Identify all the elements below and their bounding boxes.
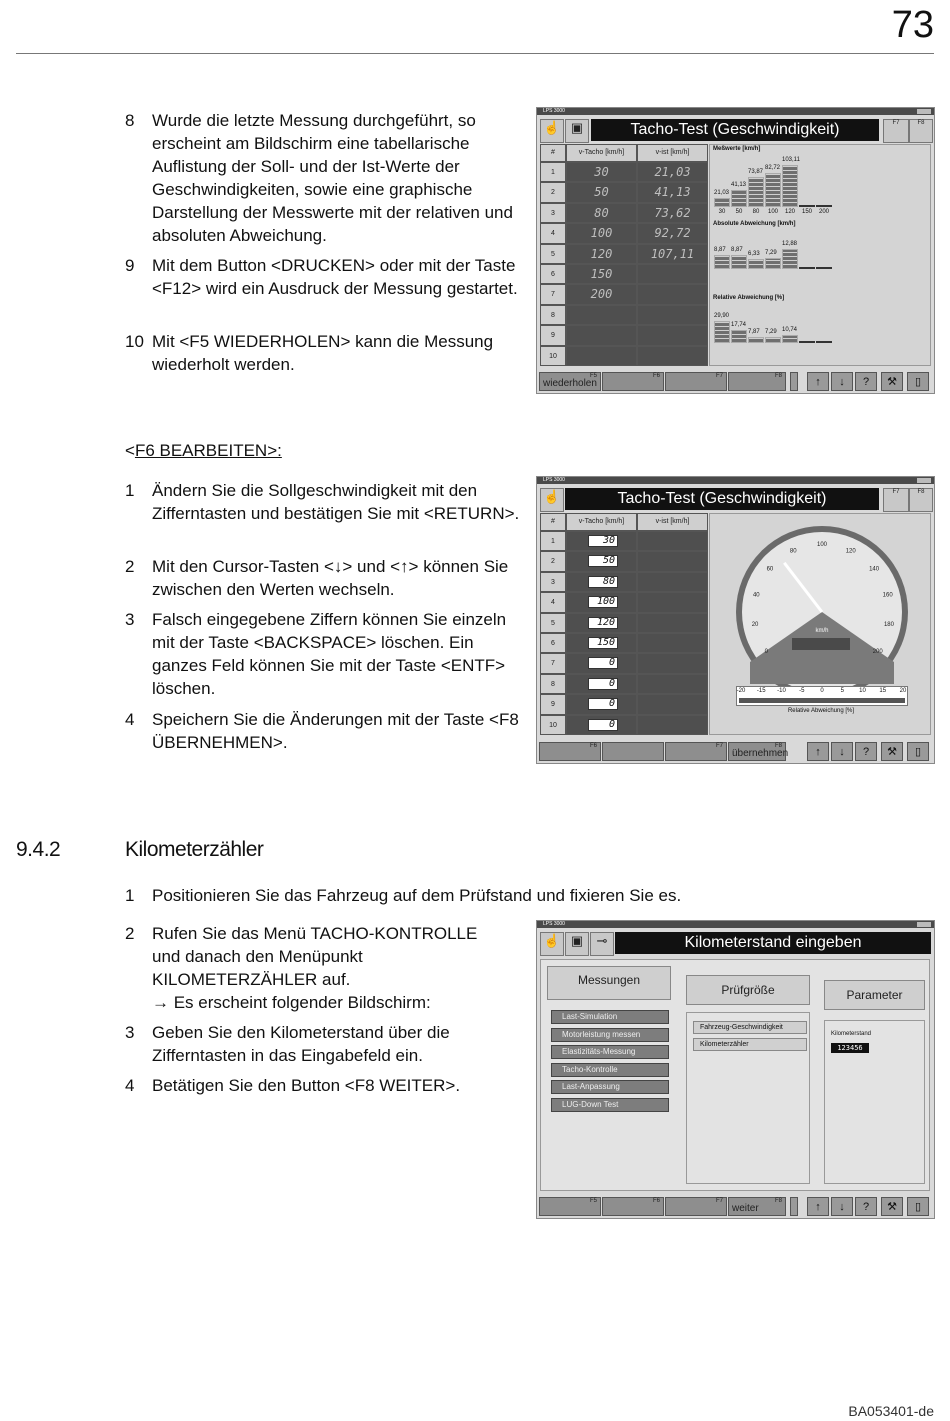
item-text: [152, 922, 507, 1014]
help-icon[interactable]: ?: [855, 372, 877, 391]
screenshot-tacho-edit: [536, 476, 935, 764]
row-number: 10: [540, 715, 566, 735]
soll-input[interactable]: 100: [588, 596, 618, 608]
col-header-soll: v-Tacho [km/h]: [566, 144, 637, 162]
x-tick-label: 200: [818, 209, 829, 215]
item-subtext: → Es erscheint folgender Bildschirm:: [152, 993, 431, 1012]
ist-value: 73,62: [637, 203, 708, 223]
row-number: 4: [540, 223, 566, 243]
gauge-tick-label: 140: [869, 566, 880, 573]
page-number: 73: [891, 4, 934, 46]
f7-button[interactable]: [665, 1197, 727, 1216]
exit-door-icon[interactable]: ▯: [907, 1197, 929, 1216]
tools-icon[interactable]: ⚒: [881, 372, 903, 391]
chart-bar: [765, 258, 781, 269]
screen-title: Tacho-Test (Geschwindigkeit): [591, 119, 879, 141]
chart-bar: [731, 190, 747, 207]
chart-bar: [748, 337, 764, 343]
next-label: weiter: [732, 1203, 759, 1214]
chart3-title: Relative Abweichung [%]: [713, 295, 785, 301]
gauge-unit: km/h: [815, 628, 829, 634]
f8-button[interactable]: [728, 372, 786, 391]
bar-value-label: 17,74: [731, 321, 747, 328]
arrow-up-icon[interactable]: ↑: [807, 742, 829, 761]
row-number: 8: [540, 674, 566, 694]
empty-bar: [799, 267, 815, 269]
gauge-tick-label: 40: [752, 592, 760, 599]
soll-input[interactable]: 50: [588, 555, 618, 567]
empty-bar: [799, 341, 815, 343]
ist-cell: [637, 715, 708, 735]
chart-panel: [709, 144, 931, 366]
row-number: 8: [540, 305, 566, 325]
help-icon[interactable]: ?: [855, 742, 877, 761]
window-buttons[interactable]: [917, 109, 931, 114]
f6-button[interactable]: [602, 372, 664, 391]
bar-value-label: 8,87: [714, 247, 726, 254]
f7-label: F7: [715, 1198, 723, 1204]
f5-label: F5: [589, 1198, 597, 1204]
chart-bar: [782, 249, 798, 269]
chart-bar: [731, 330, 747, 343]
deviation-scale: [739, 698, 905, 703]
ist-value: [637, 325, 708, 345]
ist-value: 92,72: [637, 223, 708, 243]
deviation-tick-label: 15: [879, 688, 887, 694]
bar-value-label: 7,87: [748, 329, 760, 335]
ist-cell: [637, 531, 708, 551]
item-text: Betätigen Sie den Button <F8 WEITER>.: [152, 1076, 461, 1095]
f6-heading-prefix: <: [125, 441, 135, 460]
row-number: 2: [540, 182, 566, 202]
ist-value: [637, 346, 708, 366]
item-number: 8: [125, 111, 135, 130]
test-quantity-item[interactable]: Kilometerzähler: [693, 1038, 807, 1051]
chart-bar: [782, 335, 798, 343]
f7-icon-label: F7: [892, 120, 900, 126]
deviation-tick-label: 20: [899, 688, 907, 694]
soll-input[interactable]: 80: [588, 576, 618, 588]
col-measurements: Messungen: [547, 966, 671, 1000]
ist-cell: [637, 613, 708, 633]
soll-input[interactable]: 30: [588, 535, 618, 547]
separator-icon: [790, 1197, 798, 1216]
row-number: 6: [540, 633, 566, 653]
arrow-down-icon[interactable]: ↓: [831, 1197, 853, 1216]
apply-button[interactable]: [728, 742, 789, 761]
chart-bar: [748, 177, 764, 207]
section-number: 9.4.2: [16, 838, 61, 861]
repeat-button[interactable]: [539, 372, 601, 391]
bar-value-label: 73,87: [748, 168, 764, 175]
ist-cell: [637, 592, 708, 612]
row-number: 4: [540, 592, 566, 612]
soll-input[interactable]: 0: [588, 678, 618, 690]
row-number: 7: [540, 284, 566, 304]
ist-cell: [637, 694, 708, 714]
window-titlebar: [537, 108, 934, 115]
f6-label: F6: [652, 1198, 660, 1204]
row-number: 1: [540, 531, 566, 551]
col-test-quantity: Prüfgröße: [686, 975, 810, 1005]
deviation-tick-label: -5: [799, 688, 805, 694]
bar-value-label: 21,03: [714, 190, 730, 197]
chart-bar: [714, 321, 730, 343]
screenshot-km-input: [536, 920, 935, 1219]
chart-bar: [714, 255, 730, 269]
item-text: Geben Sie den Kilometerstand über die Zifferntasten in das Eingabefeld ein.: [152, 1023, 450, 1065]
x-tick-label: 30: [718, 209, 726, 215]
col-header-soll: v-Tacho [km/h]: [566, 513, 637, 531]
menu-item[interactable]: Motorleistung messen: [551, 1028, 669, 1042]
header-rule: [16, 53, 934, 54]
bar-value-label: 41,13: [731, 182, 747, 189]
f8-icon-label: F8: [917, 120, 925, 126]
menu-item[interactable]: LUG-Down Test: [551, 1098, 669, 1112]
f7-button[interactable]: [665, 372, 727, 391]
gauge-tick-label: 60: [766, 566, 774, 573]
hand-icon[interactable]: ☝: [540, 932, 564, 956]
row-number: 2: [540, 551, 566, 571]
next-button[interactable]: [728, 1197, 786, 1216]
empty-bar: [816, 205, 832, 207]
arrow-up-icon[interactable]: ↑: [807, 1197, 829, 1216]
gauge-tick-label: 100: [816, 542, 828, 548]
bar-value-label: 10,74: [782, 327, 798, 334]
item-number: 4: [125, 710, 135, 729]
row-number: 9: [540, 694, 566, 714]
bar-value-label: 7,29: [765, 329, 777, 335]
test-quantity-item[interactable]: Fahrzeug-Geschwindigkeit: [693, 1021, 807, 1034]
item-text: Mit den Cursor-Tasten <↓> und <↑> können Sie zwischen den Werten wechseln.: [152, 557, 509, 599]
f8-icon-label: F8: [917, 489, 925, 495]
gauge-tick-label: 180: [883, 621, 894, 628]
item-number: 3: [125, 610, 135, 629]
menu-item[interactable]: Tacho-Kontrolle: [551, 1063, 669, 1077]
f5-button[interactable]: [539, 1197, 601, 1216]
hand-icon[interactable]: ☝: [540, 488, 564, 512]
ist-value: 41,13: [637, 182, 708, 202]
x-tick-label: 50: [735, 209, 743, 215]
bar-value-label: 82,72: [765, 165, 781, 172]
ist-cell: [637, 674, 708, 694]
menu-item[interactable]: Elastizitäts-Messung: [551, 1045, 669, 1059]
gauge-tick-label: 80: [789, 548, 797, 555]
app-name: LPS 3000: [543, 921, 565, 927]
item-text: Positionieren Sie das Fahrzeug auf dem Prüfstand und fixieren Sie es.: [152, 886, 682, 905]
empty-bar: [816, 267, 832, 269]
f8-label: F8: [774, 373, 782, 379]
screen-title: Kilometerstand eingeben: [615, 932, 931, 954]
mileage-label: Kilometerstand: [831, 1031, 872, 1037]
row-number: 6: [540, 264, 566, 284]
soll-input[interactable]: 0: [588, 698, 618, 710]
row-number: 10: [540, 346, 566, 366]
ist-value: 107,11: [637, 244, 708, 264]
deviation-tick-label: 0: [820, 688, 824, 694]
gauge-tick-label: 20: [751, 621, 759, 628]
window-buttons[interactable]: [917, 922, 931, 927]
item-number: 1: [125, 886, 135, 905]
exit-door-icon[interactable]: ▯: [907, 372, 929, 391]
row-number: 3: [540, 203, 566, 223]
soll-value: [566, 346, 637, 366]
apply-label: übernehmen: [732, 748, 789, 759]
arrow-down-icon[interactable]: ↓: [831, 372, 853, 391]
soll-value: 80: [566, 203, 637, 223]
col-header-ist: v-ist [km/h]: [637, 513, 708, 531]
deviation-label: Relative Abweichung [%]: [787, 708, 855, 714]
x-tick-label: 80: [752, 209, 760, 215]
window-titlebar: [537, 921, 934, 928]
f5-label: F5: [589, 373, 597, 379]
soll-value: 100: [566, 223, 637, 243]
f7-label: F7: [715, 373, 723, 379]
bar-value-label: 103,11: [782, 157, 800, 163]
separator-icon: [790, 372, 798, 391]
soll-value: [566, 305, 637, 325]
item-number: 1: [125, 481, 135, 500]
deviation-tick-label: -15: [756, 688, 766, 694]
app-name: LPS 3000: [543, 477, 565, 483]
f6-label: F6: [652, 373, 660, 379]
col-header-num: #: [540, 144, 566, 162]
hand-icon[interactable]: ☝: [540, 119, 564, 143]
item-number: 10: [125, 332, 144, 351]
item-text: Falsch eingegebene Ziffern können Sie einzeln mit der Taste <BACKSPACE> löschen. Ein ganzes Feld können Sie mit der Taste <ENTF> löschen.: [152, 610, 507, 698]
item-text: Speichern Sie die Änderungen mit der Taste <F8 ÜBERNEHMEN>.: [152, 710, 519, 752]
gauge-tick-label: 160: [882, 592, 893, 599]
bar-value-label: 7,29: [765, 249, 777, 256]
bar-value-label: 12,88: [782, 241, 798, 247]
item-number: 4: [125, 1076, 135, 1095]
chart-bar: [782, 165, 798, 207]
ist-value: 21,03: [637, 162, 708, 182]
exit-door-icon[interactable]: ▯: [907, 742, 929, 761]
ist-cell: [637, 572, 708, 592]
soll-value: 120: [566, 244, 637, 264]
f8-label: F8: [774, 1198, 782, 1204]
print-icon[interactable]: [883, 488, 909, 512]
soll-value: 30: [566, 162, 637, 182]
x-tick-label: 120: [784, 209, 795, 215]
screen-title: Tacho-Test (Geschwindigkeit): [565, 488, 879, 510]
x-tick-label: 100: [767, 209, 778, 215]
f6-heading-label: F6 BEARBEITEN>:: [134, 441, 282, 460]
section-title: Kilometerzähler: [125, 838, 264, 861]
deviation-bar: [736, 686, 908, 706]
document-id: BA053401-de: [848, 1403, 934, 1419]
chart-bar: [714, 198, 730, 207]
f7-label: F7: [715, 743, 723, 749]
item-text: Mit <F5 WIEDERHOLEN> kann die Messung wiederholt werden.: [152, 332, 494, 374]
row-number: 1: [540, 162, 566, 182]
f7b-button[interactable]: [665, 742, 727, 761]
window-buttons[interactable]: [917, 478, 931, 483]
soll-value: [566, 325, 637, 345]
deviation-tick-label: -10: [777, 688, 786, 694]
arrow-down-icon[interactable]: ↓: [831, 742, 853, 761]
chart-bar: [765, 173, 781, 207]
print-icon[interactable]: [883, 119, 909, 143]
gauge-panel: [709, 513, 931, 735]
row-number: 3: [540, 572, 566, 592]
chart1-title: Meßwerte [km/h]: [713, 146, 761, 152]
soll-input[interactable]: 120: [588, 617, 618, 629]
engine-icon[interactable]: ▣: [565, 932, 589, 956]
engine-icon[interactable]: ▣: [565, 119, 589, 143]
item-number: 2: [125, 924, 135, 943]
content-panel: [540, 959, 930, 1191]
test-quantity-panel: [686, 1012, 810, 1184]
deviation-tick-label: 5: [840, 688, 844, 694]
item-text: Mit dem Button <DRUCKEN> oder mit der Taste <F12> wird ein Ausdruck der Messung gestartet.: [152, 256, 518, 298]
parameter-panel: [824, 1020, 925, 1184]
ist-value: [637, 305, 708, 325]
tools-icon[interactable]: ⚒: [881, 1197, 903, 1216]
x-tick-label: 150: [801, 209, 812, 215]
app-name: LPS 3000: [543, 108, 565, 114]
ist-cell: [637, 653, 708, 673]
exit-icon[interactable]: [909, 488, 933, 512]
col-parameter: Parameter: [824, 980, 925, 1010]
soll-value: 150: [566, 264, 637, 284]
soll-value: 50: [566, 182, 637, 202]
row-number: 5: [540, 613, 566, 633]
soll-value: 200: [566, 284, 637, 304]
ist-value: [637, 264, 708, 284]
gauge-tick-label: 120: [845, 548, 856, 555]
row-number: 5: [540, 244, 566, 264]
deviation-tick-label: -20: [736, 688, 746, 694]
f7-button[interactable]: [602, 742, 664, 761]
menu-item[interactable]: Last-Simulation: [551, 1010, 669, 1024]
menu-item[interactable]: Last-Anpassung: [551, 1080, 669, 1094]
soll-input[interactable]: 0: [588, 719, 618, 731]
f6-heading: [125, 441, 282, 461]
f6-label: F6: [589, 743, 597, 749]
bar-value-label: 29,90: [714, 313, 730, 319]
f8-label: F8: [774, 743, 782, 749]
empty-bar: [816, 341, 832, 343]
f6-button[interactable]: [539, 742, 601, 761]
ist-cell: [637, 551, 708, 571]
chart2-title: Absolute Abweichung [km/h]: [713, 221, 796, 227]
bar-value-label: 8,87: [731, 247, 743, 254]
speedometer-icon[interactable]: ⊸: [590, 932, 614, 956]
item-number: 9: [125, 256, 135, 275]
gauge-tick-label: 0: [764, 649, 768, 656]
col-header-num: #: [540, 513, 566, 531]
chart-bar: [731, 255, 747, 269]
bar-value-label: 6,33: [748, 251, 760, 258]
exit-icon[interactable]: [909, 119, 933, 143]
item-main-text: Rufen Sie das Menü TACHO-KONTROLLE und danach den Menüpunkt KILOMETERZÄHLER auf.: [152, 924, 478, 989]
item-text: Ändern Sie die Sollgeschwindigkeit mit den Zifferntasten und bestätigen Sie mit <RETURN>.: [152, 481, 520, 523]
screenshot-tacho-results: [536, 107, 935, 394]
mileage-input[interactable]: 123456: [831, 1043, 869, 1053]
f7-icon-label: F7: [892, 489, 900, 495]
chart-bar: [748, 259, 764, 269]
tools-icon[interactable]: ⚒: [881, 742, 903, 761]
arrow-up-icon[interactable]: ↑: [807, 372, 829, 391]
row-number: 7: [540, 653, 566, 673]
empty-bar: [799, 205, 815, 207]
window-titlebar: [537, 477, 934, 484]
ist-cell: [637, 633, 708, 653]
ist-value: [637, 284, 708, 304]
item-text: Wurde die letzte Messung durchgeführt, so erscheint am Bildschirm eine tabellarische Auflistung der Soll- und der Ist-Werte der Geschwindigkeiten, sowie eine graphische Darstellung der Messwerte mit der relativen und absoluten Abweichung.: [152, 111, 513, 245]
help-icon[interactable]: ?: [855, 1197, 877, 1216]
f6-button[interactable]: [602, 1197, 664, 1216]
item-number: 2: [125, 557, 135, 576]
soll-input[interactable]: 150: [588, 637, 618, 649]
deviation-tick-label: 10: [859, 688, 866, 694]
row-number: 9: [540, 325, 566, 345]
repeat-label: wiederholen: [543, 378, 597, 389]
soll-input[interactable]: 0: [588, 657, 618, 669]
col-header-ist: v-ist [km/h]: [637, 144, 708, 162]
item-number: 3: [125, 1023, 135, 1042]
gauge-tick-label: 200: [872, 649, 883, 656]
chart-bar: [765, 337, 781, 343]
